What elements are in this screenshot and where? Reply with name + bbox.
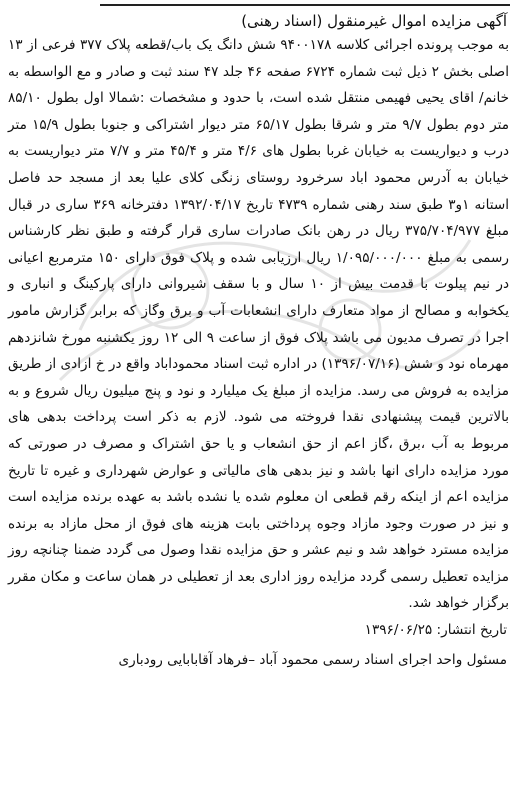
publish-date: تاریخ انتشار: ۱۳۹۶/۰۶/۲۵ [364, 622, 507, 639]
notice-signature: مسئول واحد اجرای اسناد رسمی محمود آباد –فرهاد آقابابایی رودباری [118, 652, 507, 669]
notice-title: آگهی مزایده اموال غیرمنقول (اسناد رهنی) [241, 12, 507, 30]
top-rule [100, 4, 510, 6]
auction-notice [6, 10, 511, 673]
notice-body: به موجب پرونده اجرائی کلاسه ۹۴۰۰۱۷۸ شش دانگ یک باب/قطعه پلاک ۳۷۷ فرعی از ۱۳ اصلی بخش ۲ ذیل ثبت شماره ۶۷۲۴ صفحه ۴۶ جلد ۴۷ سند ثبت و صادر و مع الواسطه به خانم/ اقای یحیی فهیمی منتقل شده است، با حدود و مشخصات :شمالا اول بطول ۸۵/۱۰ متر دوم بطول ۹/۷ متر و شرقا بطول ۶۵/۱۷ متر دیوار اشتراکی و جنوبا بطول ۱۵/۹ متر درب و دیواریست به خیابان غربا بطول های ۴/۶ متر و ۴۵/۴ متر و ۷/۷ متر دیواریست به خیابان به آدرس محمود اباد سرخرود روستای زنگی کلای علیا بعد از مسجد حد فاصل استانه ۱و۳ طبق سند رهنی شماره ۴۷۳۹ تاریخ ۱۳۹۲/۰۴/۱۷ دفترخانه ۳۶۹ ساری در قبال مبلغ ۳۷۵/۷۰۴/۹۷۷ ریال در رهن بانک صادرات ساری قرار گرفته و طبق نظر کارشناس رسمی به مبلغ ۱/۰۹۵/۰۰۰/۰۰۰ ریال ارزیابی شده و پلاک فوق دارای ۱۵۰ مترمربع اعیانی در نیم پیلوت با قدمت بیش از ۱۰ سال و با سقف شیروانی دارای پارکینگ و انباری و یکخوابه و مصالح از مواد متعارف دارای انشعابات آب و برق وگاز که برابر گزارش مامور اجرا در تصرف مدیون می باشد پلاک فوق از ساعت ۹ الی ۱۲ روز یکشنبه مورخ شانزدهم مهرماه نود و شش (۱۳۹۶/۰۷/۱۶) در اداره ثبت اسناد محموداباد واقع در خ ازادی از طریق مزایده به فروش می رسد. مزایده از مبلغ یک میلیارد و نود و پنج میلیون ریال شروع و به بالاترین قیمت پیشنهادی نقدا فروخته می شود. لازم به ذکر است پرداخت بدهی های مربوط به آب ،برق ،گاز اعم از حق انشعاب و یا حق اشتراک و مصرف در صورتی که مورد مزایده دارای انها باشد و نیز بدهی های مالیاتی و عوارض شهرداری و غیره تا تاریخ مزایده اعم از اینکه رقم قطعی ان معلوم شده یا نشده باشد به عهده برنده مزایده است و نیز در صورت وجود مازاد وجوه پرداختی بابت هزینه های فوق از محل مازاد به برنده مزایده مسترد خواهد شد و نیم عشر و حق مزایده نقدا وصول می گردد ضمنا چنانچه روز مزایده تعطیل رسمی گردد مزایده روز اداری بعد از تعطیلی در همان ساعت و مکان مقرر برگزار خواهد شد. [8, 37, 510, 612]
